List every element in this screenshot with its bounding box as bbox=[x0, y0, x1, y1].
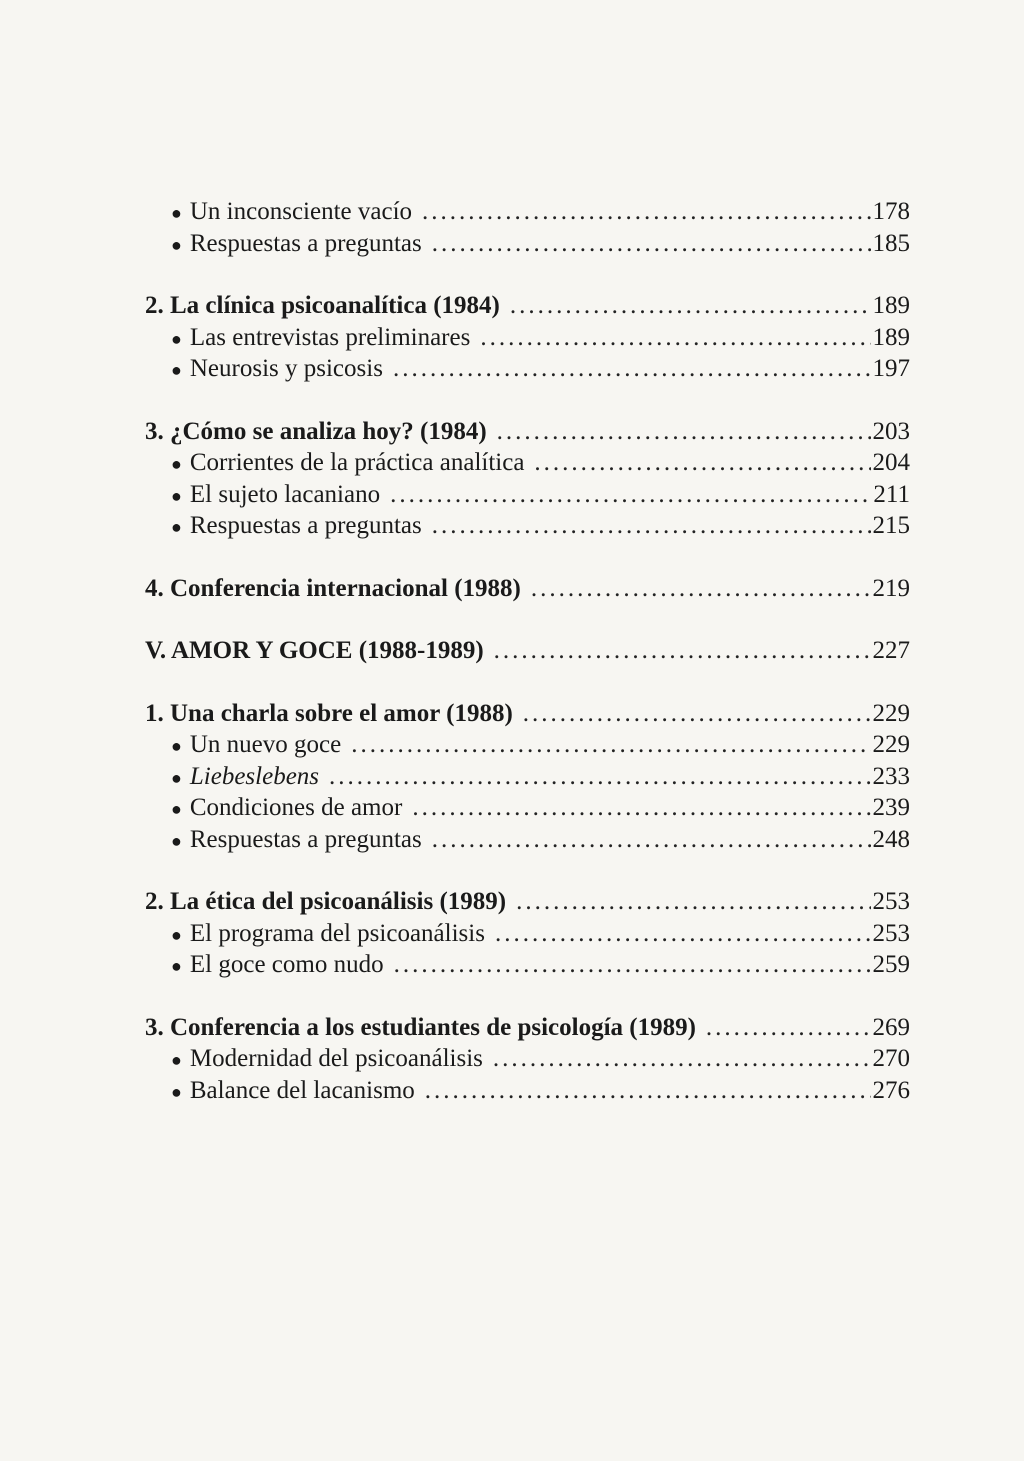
dot-leader bbox=[531, 573, 871, 605]
toc-page-number: 203 bbox=[872, 417, 910, 445]
dot-leader bbox=[422, 196, 870, 228]
dot-leader bbox=[329, 761, 870, 793]
toc-entry-text: Conferencia internacional (1988) bbox=[170, 574, 521, 602]
toc-entry-title bbox=[190, 228, 422, 260]
dot-leader bbox=[394, 949, 871, 981]
toc-page-number: 219 bbox=[872, 574, 910, 602]
dot-leader bbox=[493, 1043, 871, 1075]
toc-entry-text: Condiciones de amor bbox=[189, 794, 403, 821]
toc-page-number: 276 bbox=[872, 1076, 910, 1104]
section-gap bbox=[145, 542, 910, 573]
section-gap bbox=[145, 604, 910, 635]
toc-entry-text: Respuestas a preguntas bbox=[189, 512, 422, 539]
dot-leader bbox=[432, 228, 871, 260]
section-gap bbox=[145, 385, 910, 416]
toc-subentry bbox=[145, 228, 910, 260]
toc-entry-title bbox=[190, 1075, 415, 1107]
toc-page-number: 239 bbox=[872, 794, 910, 821]
bullet-icon: ● bbox=[171, 956, 182, 976]
dot-leader bbox=[432, 510, 871, 542]
toc-subentry bbox=[145, 949, 910, 981]
toc-entry-text: Balance del lacanismo bbox=[189, 1076, 415, 1104]
toc-entry-title bbox=[190, 792, 402, 824]
bullet-icon: ● bbox=[171, 485, 182, 506]
toc-entry-text: El programa del psicoanálisis bbox=[189, 919, 485, 947]
toc-part-heading bbox=[145, 635, 910, 667]
dot-leader bbox=[351, 729, 870, 761]
toc-page-number: 189 bbox=[872, 292, 910, 319]
dot-leader bbox=[393, 353, 871, 385]
bullet-icon: ● bbox=[171, 767, 182, 788]
dot-leader bbox=[432, 824, 871, 856]
section-gap bbox=[145, 667, 910, 698]
dot-leader bbox=[390, 479, 871, 511]
toc-entry-title bbox=[190, 196, 412, 228]
toc-entry-title bbox=[145, 635, 484, 667]
toc-chapter-entry bbox=[145, 573, 910, 605]
toc-entry-title bbox=[190, 824, 422, 856]
toc-page-number: 211 bbox=[873, 480, 910, 508]
toc-page-number: 189 bbox=[872, 323, 910, 351]
toc-entry-text: Las entrevistas preliminares bbox=[189, 323, 471, 351]
toc-page-number: 253 bbox=[872, 888, 910, 915]
toc-page-number: 197 bbox=[872, 355, 910, 382]
toc-entry-text: El sujeto lacaniano bbox=[189, 480, 381, 508]
toc-chapter-entry bbox=[145, 290, 910, 322]
section-gap bbox=[145, 855, 910, 886]
toc-subentry bbox=[145, 918, 910, 950]
toc-entry-text: Un inconsciente vacío bbox=[189, 198, 413, 225]
dot-leader bbox=[495, 918, 871, 950]
bullet-icon: ● bbox=[171, 1050, 182, 1070]
bullet-icon: ● bbox=[171, 517, 182, 537]
section-gap bbox=[145, 259, 910, 290]
toc-entry-text: AMOR Y GOCE (1988-1989) bbox=[170, 637, 484, 664]
toc-page-number: 227 bbox=[872, 637, 910, 664]
bullet-icon: ● bbox=[171, 924, 182, 945]
toc-entry-title bbox=[145, 290, 500, 322]
dot-leader bbox=[534, 447, 870, 479]
toc-entry-title bbox=[190, 1043, 483, 1075]
bullet-icon: ● bbox=[171, 234, 182, 255]
toc-entry-title bbox=[145, 698, 513, 730]
toc-entry-text: Respuestas a preguntas bbox=[189, 825, 422, 853]
toc-entry-title bbox=[190, 353, 383, 385]
toc-entry-text: Neurosis y psicosis bbox=[189, 355, 383, 382]
toc-entry-title bbox=[190, 510, 422, 542]
toc-entry-title bbox=[190, 447, 525, 479]
toc-page-number: 204 bbox=[872, 449, 910, 476]
toc-entry-text: Conferencia a los estudiantes de psicología (1989) bbox=[170, 1013, 696, 1041]
dot-leader bbox=[510, 290, 871, 322]
toc-entry-title bbox=[190, 761, 319, 793]
toc-entry-text: La clínica psicoanalítica (1984) bbox=[170, 292, 500, 319]
toc-subentry bbox=[145, 479, 910, 511]
bullet-icon: ● bbox=[171, 799, 182, 819]
toc-page-number: 215 bbox=[872, 512, 910, 539]
toc-chapter-entry bbox=[145, 698, 910, 730]
toc-page-number: 233 bbox=[872, 762, 910, 790]
toc-subentry bbox=[145, 196, 910, 228]
toc-entry-text: Liebeslebens bbox=[189, 762, 320, 790]
toc-subentry bbox=[145, 322, 910, 354]
toc-entry-title bbox=[145, 1012, 696, 1044]
bullet-icon: ● bbox=[171, 830, 182, 851]
toc-entry-number: 1. bbox=[145, 699, 164, 727]
dot-leader bbox=[706, 1012, 871, 1044]
toc-page-number: 229 bbox=[872, 731, 910, 758]
toc-entry-title bbox=[145, 886, 506, 918]
dot-leader bbox=[523, 698, 871, 730]
toc-subentry bbox=[145, 1043, 910, 1075]
dot-leader bbox=[516, 886, 870, 918]
toc-subentry bbox=[145, 761, 910, 793]
toc-page-number: 269 bbox=[872, 1013, 910, 1041]
bullet-icon: ● bbox=[171, 736, 182, 756]
dot-leader bbox=[497, 416, 871, 448]
toc-page-number: 248 bbox=[872, 825, 910, 853]
toc-chapter-entry bbox=[145, 886, 910, 918]
toc-entry-number: 3. bbox=[145, 1013, 164, 1041]
table-of-contents bbox=[145, 196, 910, 1106]
toc-entry-title bbox=[145, 416, 487, 448]
toc-entry-number: 2. bbox=[145, 292, 164, 319]
toc-page-number: 178 bbox=[872, 198, 910, 225]
toc-entry-number: 3. bbox=[145, 417, 164, 445]
toc-subentry bbox=[145, 792, 910, 824]
toc-page-number: 259 bbox=[872, 951, 910, 978]
toc-entry-text: Modernidad del psicoanálisis bbox=[189, 1045, 483, 1072]
toc-entry-title bbox=[190, 729, 341, 761]
bullet-icon: ● bbox=[171, 1081, 182, 1102]
toc-entry-title bbox=[190, 949, 384, 981]
toc-entry-number: V. bbox=[145, 637, 167, 664]
toc-page-number: 253 bbox=[872, 919, 910, 947]
toc-entry-text: El goce como nudo bbox=[189, 951, 384, 978]
toc-entry-text: Un nuevo goce bbox=[189, 731, 342, 758]
dot-leader bbox=[480, 322, 870, 354]
toc-page-number: 185 bbox=[872, 229, 910, 257]
toc-entry-title bbox=[145, 573, 521, 605]
dot-leader bbox=[425, 1075, 871, 1107]
toc-subentry bbox=[145, 353, 910, 385]
toc-subentry bbox=[145, 824, 910, 856]
toc-entry-text: ¿Cómo se analiza hoy? (1984) bbox=[170, 417, 487, 445]
bullet-icon: ● bbox=[171, 203, 182, 223]
toc-entry-text: Corrientes de la práctica analítica bbox=[189, 449, 525, 476]
toc-entry-text: Respuestas a preguntas bbox=[189, 229, 422, 257]
bullet-icon: ● bbox=[171, 454, 182, 474]
bullet-icon: ● bbox=[171, 328, 182, 349]
toc-subentry bbox=[145, 1075, 910, 1107]
toc-chapter-entry bbox=[145, 416, 910, 448]
toc-page-number: 270 bbox=[872, 1045, 910, 1072]
toc-entry-title bbox=[190, 918, 485, 950]
toc-entry-title bbox=[190, 479, 380, 511]
toc-page-number: 229 bbox=[872, 699, 910, 727]
toc-entry-text: La ética del psicoanálisis (1989) bbox=[170, 888, 507, 915]
dot-leader bbox=[412, 792, 870, 824]
toc-entry-text: Una charla sobre el amor (1988) bbox=[170, 699, 513, 727]
section-gap bbox=[145, 981, 910, 1012]
toc-entry-number: 4. bbox=[145, 574, 164, 602]
toc-subentry bbox=[145, 510, 910, 542]
toc-subentry bbox=[145, 729, 910, 761]
toc-subentry bbox=[145, 447, 910, 479]
toc-entry-number: 2. bbox=[145, 888, 164, 915]
toc-entry-title bbox=[190, 322, 470, 354]
toc-chapter-entry bbox=[145, 1012, 910, 1044]
bullet-icon: ● bbox=[171, 360, 182, 380]
dot-leader bbox=[494, 635, 871, 667]
